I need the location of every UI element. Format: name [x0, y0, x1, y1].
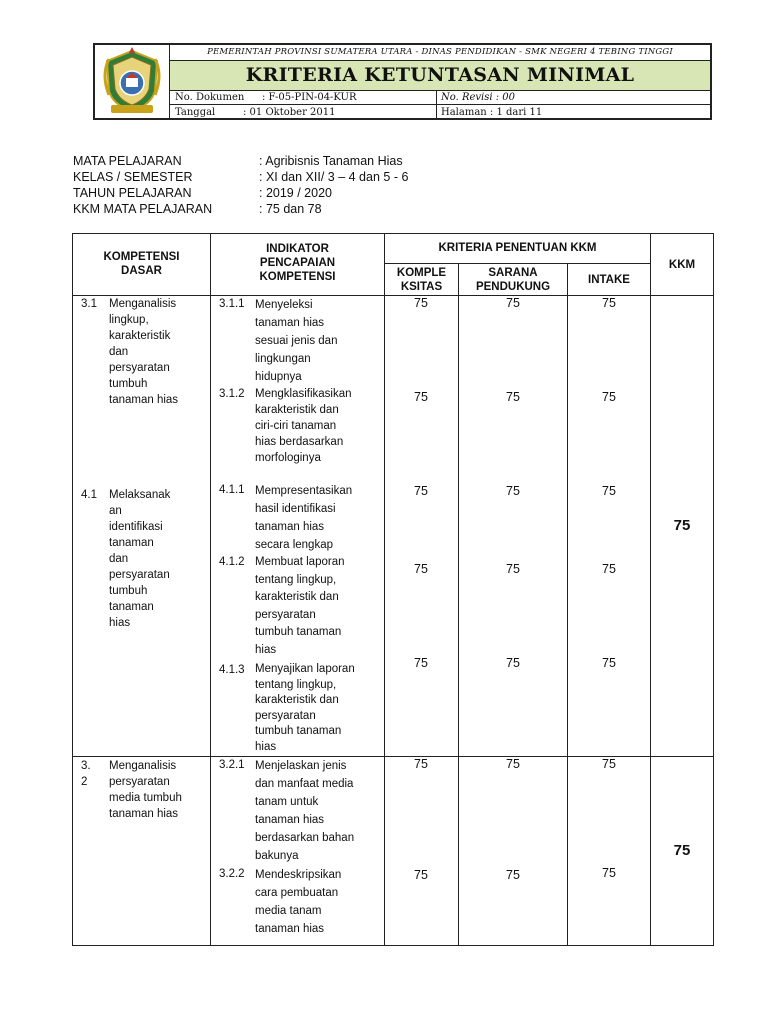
info-value-tahun: : 2019 / 2020 [259, 186, 332, 200]
score-sarana-3-2-1: 75 [506, 757, 520, 771]
header-kkm: KKM [668, 259, 696, 271]
info-label-kkm: KKM MATA PELAJARAN [73, 202, 213, 216]
info-label-mapel: MATA PELAJARAN [73, 154, 182, 168]
score-sarana-3-1-1: 75 [506, 296, 520, 310]
score-intake-3-2-2: 75 [602, 866, 616, 880]
score-intake-4-1-2: 75 [602, 562, 616, 576]
kkm-value-group-2: 75 [673, 842, 691, 859]
provincial-emblem-logo [95, 45, 169, 118]
score-intake-3-1-1: 75 [602, 296, 616, 310]
score-intake-3-2-1: 75 [602, 757, 616, 771]
tanggal-value: : 01 Oktober 2011 [243, 107, 336, 118]
info-label-tahun: TAHUN PELAJARAN [73, 186, 192, 200]
header-kompetensi-dasar: KOMPETENSI DASAR [103, 251, 180, 277]
document-header [93, 43, 712, 120]
kkm-table: KOMPETENSI DASAR INDIKATOR PENCAPAIAN KOMPETENSI KRITERIA PENENTUAN KKM KOMPLE KSITAS SARANA PENDUKUNG INTAKE KKM 3.1 Menganalisis lingkup, karakteristik dan persyaratan tumbuh tanaman hias 4.1 Melaksanak an identifikasi tanaman dan persyaratan tumbuh tanaman hias 3. 2 Menganalisis persyaratan media tumbuh tanaman hias 3.1.1 Menyeleksi tanaman hias sesuai jenis dan lingkungan hidupnya 3.1.2 Mengklasifikasikan karakteristik dan ciri-ciri tanaman hias berdasarkan morfologinya 4.1.1 Mempresentasikan hasil identifikasi tanaman hias secara lengkap 4.1.2 Membuat laporan tentang lingkup, karakteristik dan persyaratan tumbuh tanaman hias 4.1.3 Menyajikan laporan tentang lingkup, karakteristik dan persyaratan tumbuh tanaman hias 3.2.1 Menjelaskan jenis dan manfaat media tanam untuk tanaman hias berdasarkan bahan bakunya 3.2.2 Mendeskripsikan cara pembuatan media tanam tanaman hias 75 75 75 75 75 75 75 75 75 75 75 75 75 75 75 75 75 75 75 75 75 75 75 [72, 233, 714, 946]
score-intake-3-1-2: 75 [602, 390, 616, 404]
info-value-mapel: : Agribisnis Tanaman Hias [259, 154, 403, 168]
header-indikator: INDIKATOR PENCAPAIAN KOMPETENSI [259, 243, 336, 283]
info-value-kkm: : 75 dan 78 [259, 202, 322, 216]
score-sarana-4-1-2: 75 [506, 562, 520, 576]
government-line: PEMERINTAH PROVINSI SUMATERA UTARA - DINAS PENDIDIKAN - SMK NEGERI 4 TEBING TINGGI [207, 47, 673, 57]
header-sarana: SARANA PENDUKUNG [475, 267, 551, 293]
score-sarana-3-1-2: 75 [506, 390, 520, 404]
tanggal-label: Tanggal [175, 107, 216, 118]
header-kompleksitas: KOMPLE KSITAS [396, 267, 447, 293]
score-kompleksitas-4-1-3: 75 [414, 656, 428, 670]
score-kompleksitas-3-1-2: 75 [414, 390, 428, 404]
score-kompleksitas-3-2-1: 75 [414, 757, 428, 771]
document-title: KRITERIA KETUNTASAN MINIMAL [170, 61, 710, 90]
score-intake-4-1-3: 75 [602, 656, 616, 670]
score-kompleksitas-3-2-2: 75 [414, 868, 428, 882]
kkm-value-group-1: 75 [673, 517, 691, 534]
score-intake-4-1-1: 75 [602, 484, 616, 498]
no-dokumen-value: : F-05-PIN-04-KUR [262, 92, 357, 103]
header-intake: INTAKE [588, 274, 630, 286]
no-dokumen-label: No. Dokumen [175, 92, 245, 103]
score-kompleksitas-4-1-1: 75 [414, 484, 428, 498]
halaman: Halaman : 1 dari 11 [441, 107, 543, 118]
score-sarana-4-1-1: 75 [506, 484, 520, 498]
score-sarana-3-2-2: 75 [506, 868, 520, 882]
score-kompleksitas-3-1-1: 75 [414, 296, 428, 310]
score-sarana-4-1-3: 75 [506, 656, 520, 670]
info-label-kelas: KELAS / SEMESTER [73, 170, 193, 184]
score-kompleksitas-4-1-2: 75 [414, 562, 428, 576]
info-value-kelas: : XI dan XII/ 3 – 4 dan 5 - 6 [259, 170, 409, 184]
no-revisi: No. Revisi : 00 [441, 92, 516, 103]
header-kriteria: KRITERIA PENENTUAN KKM [438, 242, 597, 254]
